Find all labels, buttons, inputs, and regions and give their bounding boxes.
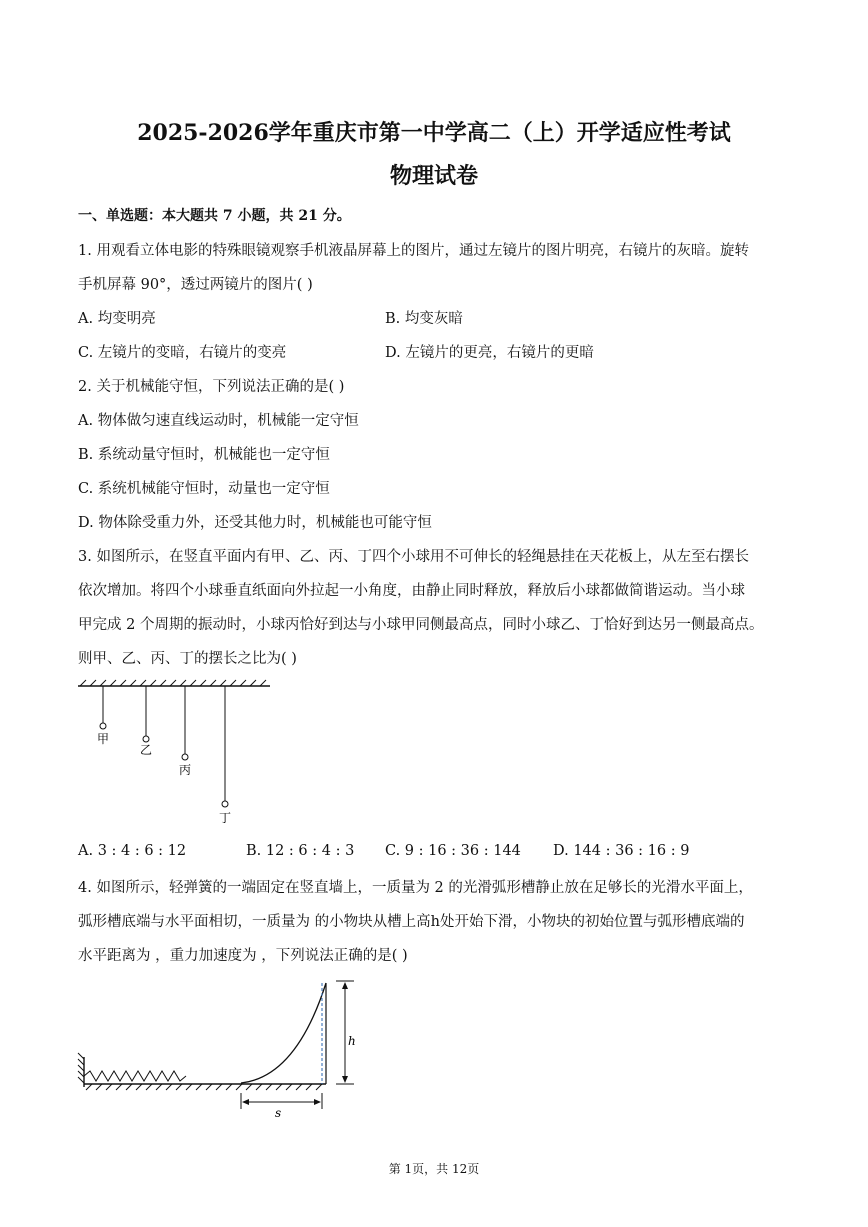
label-h: h — [348, 1034, 356, 1048]
exam-subtitle: 物理试卷 — [389, 163, 478, 189]
q3-option-d: D. 144 : 36 : 16 : 9 — [553, 843, 690, 859]
section-heading: 一、单选题：本大题共 7 小题，共 21 分。 — [78, 208, 351, 224]
exam-title: 2025-2026学年重庆市第一中学高二（上）开学适应性考试 — [137, 120, 731, 146]
q4-stem-line1: 4. 如图所示，轻弹簧的一端固定在竖直墙上，一质量为 2 的光滑弧形槽静止放在足够长的光滑水平面上， — [78, 880, 753, 896]
pendulum-figure — [76, 678, 276, 828]
q3-stem-line3: 甲完成 2 个周期的振动时，小球丙恰好到达与小球甲同侧最高点，同时小球乙、丁恰好到达另一侧最高点。 — [78, 617, 764, 633]
q3-option-c: C. 9 : 16 : 36 : 144 — [385, 843, 521, 859]
q2-option-b: B. 系统动量守恒时，机械能也一定守恒 — [78, 447, 330, 463]
q3-option-a: A. 3 : 4 : 6 : 12 — [78, 843, 187, 859]
q1-option-c: C. 左镜片的变暗，右镜片的变亮 — [78, 345, 287, 361]
q3-stem-line1: 3. 如图所示，在竖直平面内有甲、乙、丙、丁四个小球用不可伸长的轻绳悬挂在天花板上，从左至右摆长 — [78, 549, 749, 565]
spring-groove-figure — [76, 975, 366, 1120]
q4-stem-line3: 水平距离为 ，重力加速度为 ，下列说法正确的是( ) — [78, 948, 408, 964]
page-footer: 第 1页，共 12页 — [388, 1162, 480, 1176]
q3-stem-line4: 则甲、乙、丙、丁的摆长之比为( ) — [78, 651, 297, 667]
q2-option-a: A. 物体做匀速直线运动时，机械能一定守恒 — [78, 413, 359, 429]
q4-stem-line2: 弧形槽底端与水平面相切，一质量为 的小物块从槽上高h处开始下滑，小物块的初始位置与弧形槽底端的 — [78, 914, 745, 930]
q3-option-b: B. 12 : 6 : 4 : 3 — [246, 843, 355, 859]
q1-stem-line2: 手机屏幕 90°，透过两镜片的图片( ) — [78, 277, 313, 293]
label-bing: 丙 — [179, 763, 192, 777]
q1-option-d: D. 左镜片的更亮，右镜片的更暗 — [385, 345, 594, 361]
q2-option-d: D. 物体除受重力外，还受其他力时，机械能也可能守恒 — [78, 515, 432, 531]
q1-stem-line1: 1. 用观看立体电影的特殊眼镜观察手机液晶屏幕上的图片，通过左镜片的图片明亮，右镜片的灰暗。旋转 — [78, 243, 749, 259]
label-s: s — [275, 1106, 282, 1120]
label-yi: 乙 — [140, 743, 153, 757]
label-jia: 甲 — [97, 732, 110, 746]
q3-stem-line2: 依次增加。将四个小球垂直纸面向外拉起一小角度，由静止同时释放，释放后小球都做简谐运动。当小球 — [78, 583, 745, 599]
q2-option-c: C. 系统机械能守恒时，动量也一定守恒 — [78, 481, 330, 497]
q1-option-a: A. 均变明亮 — [78, 311, 156, 327]
label-ding: 丁 — [219, 811, 232, 825]
q2-stem: 2. 关于机械能守恒，下列说法正确的是( ) — [78, 379, 345, 395]
q1-option-b: B. 均变灰暗 — [385, 311, 463, 327]
